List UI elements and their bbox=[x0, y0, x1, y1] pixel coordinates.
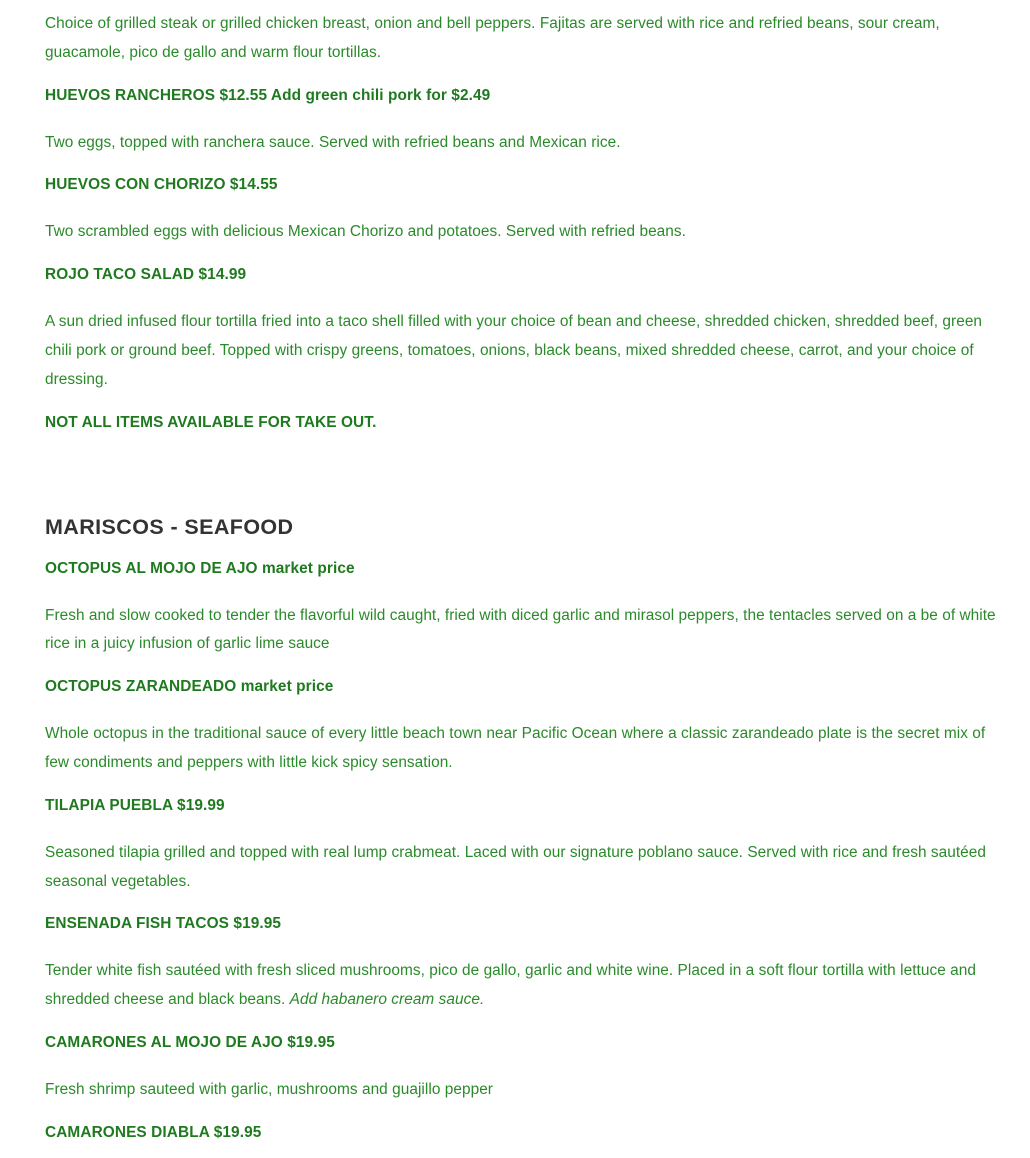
menu-item-description: Seasoned tilapia grilled and topped with real lump crabmeat. Laced with our signature poblano sauce. Served with rice and fresh sautéed seasonal vegetables. bbox=[45, 843, 987, 890]
huevos-rancheros-title: HUEVOS RANCHEROS $12.55 Add green chili pork for $2.49 bbox=[45, 86, 491, 104]
menu-item-title: ENSENADA FISH TACOS $19.95 bbox=[45, 915, 282, 933]
menu-content bbox=[45, 10, 1010, 1145]
menu-item-description-text: Tender white fish sautéed with fresh sliced mushrooms, pico de gallo, garlic and white wine. Placed in a soft flour tortilla with lettuce and shredded cheese and black beans. bbox=[45, 962, 976, 1009]
menu-item-title: CAMARONES DIABLA $19.95 bbox=[45, 1123, 262, 1141]
menu-item-description: Fresh shrimp sauteed with garlic, mushrooms and guajillo pepper bbox=[45, 1080, 493, 1098]
menu-item-title: TILAPIA PUEBLA $19.99 bbox=[45, 796, 225, 814]
menu-item-addon-note: Add habanero cream sauce. bbox=[289, 991, 485, 1009]
rojo-taco-salad-description: A sun dried infused flour tortilla fried into a taco shell filled with your choice of bean and cheese, shredded chicken, shredded beef, green chili pork or ground beef. Topped with crispy greens, tomatoes, onions, black beans, mixed shredded cheese, carrot, and your choice of dressing. bbox=[45, 313, 983, 388]
takeout-note: NOT ALL ITEMS AVAILABLE FOR TAKE OUT. bbox=[45, 413, 377, 431]
huevos-rancheros-description: Two eggs, topped with ranchera sauce. Served with refried beans and Mexican rice. bbox=[45, 133, 621, 151]
huevos-chorizo-title: HUEVOS CON CHORIZO $14.55 bbox=[45, 176, 278, 194]
menu-item-description: Fresh and slow cooked to tender the flavorful wild caught, fried with diced garlic and mirasol peppers, the tentacles served on a be of white rice in a juicy infusion of garlic lime sauce bbox=[45, 606, 996, 653]
menu-item-title: OCTOPUS AL MOJO DE AJO market price bbox=[45, 559, 355, 577]
menu-item-title: OCTOPUS ZARANDEADO market price bbox=[45, 678, 334, 696]
fajitas-description: Choice of grilled steak or grilled chicken breast, onion and bell peppers. Fajitas are served with rice and refried beans, sour cream, guacamole, pico de gallo and warm flour tortillas. bbox=[45, 15, 940, 61]
seafood-section-heading: MARISCOS - SEAFOOD bbox=[45, 514, 294, 539]
menu-item-title: CAMARONES AL MOJO DE AJO $19.95 bbox=[45, 1033, 335, 1051]
rojo-taco-salad-title: ROJO TACO SALAD $14.99 bbox=[45, 266, 247, 284]
menu-item-description bbox=[45, 957, 1010, 1015]
huevos-chorizo-description: Two scrambled eggs with delicious Mexican Chorizo and potatoes. Served with refried beans. bbox=[45, 223, 686, 241]
menu-item-description: Whole octopus in the traditional sauce of every little beach town near Pacific Ocean where a classic zarandeado plate is the secret mix of few condiments and peppers with little kick spicy sensation. bbox=[45, 725, 986, 771]
